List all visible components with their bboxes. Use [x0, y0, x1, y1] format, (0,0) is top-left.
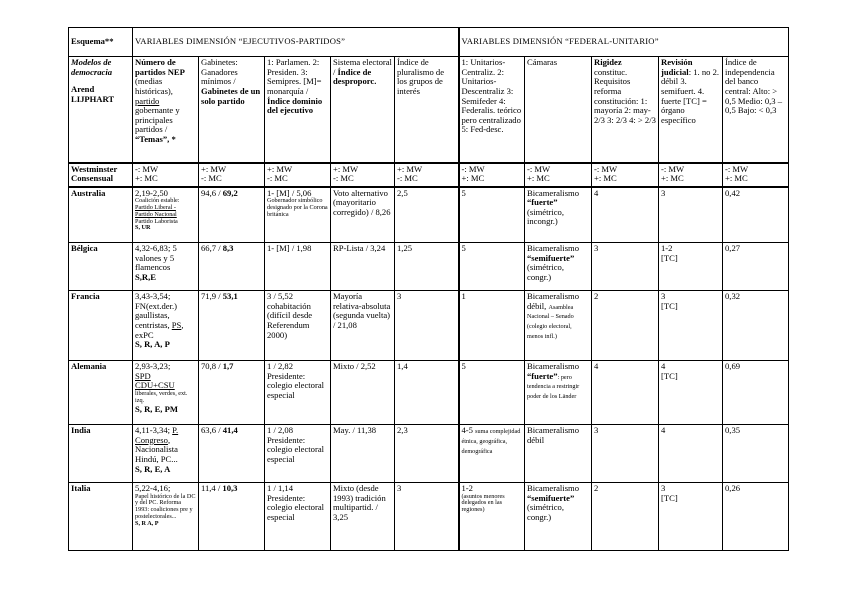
nep-title: Número de partidos NEP — [135, 57, 185, 77]
cam-small: : pero tendencia a restringir poder de los Länder — [527, 373, 580, 401]
el-cell: Mayoría relativa-absoluta (segunda vuelta) / 21,08 — [331, 291, 395, 361]
ej-cell: 1 / 2,08 Presidente: colegio electoral especial — [265, 425, 331, 483]
ej-cell: 3 / 5,52 cohabitación (difícil desde Referendum 2000) — [265, 291, 331, 361]
nep-tags: S, R, E, A — [135, 463, 171, 474]
cam-post: (simétrico, congr.) — [527, 262, 564, 282]
nep-ps: PS — [171, 319, 182, 330]
country-australia: Australia — [69, 187, 133, 243]
el-pre: Sistema electoral / — [333, 57, 392, 77]
nep-rest: gobernante y principales partidos / — [135, 105, 180, 135]
el-cell: Mixto (desde 1993) tradición multipartid. / 3,25 — [331, 483, 395, 551]
cam-post: (simétrico, incongr.) — [527, 206, 564, 227]
nep-party: CDU+CSU — [135, 380, 175, 391]
header-banco-central: Índice de independencia del banco central: Alto: > 0,5 Medio: 0,3 – 0,5 Bajo: < 0,3 — [723, 57, 789, 163]
gab-a: 63,6 / — [201, 425, 223, 435]
ej-main: 1- [M] / 5,06 — [267, 187, 312, 198]
country-francia: Francia — [69, 291, 133, 361]
gab-b: 10,3 — [222, 483, 238, 493]
nep-temas: “Temas”, * — [135, 134, 176, 144]
nep-tags: S,R,E — [135, 271, 157, 282]
ej-bold: Índice dominio del ejecutivo — [267, 95, 323, 116]
cam-pre: Bicameralismo — [527, 361, 580, 371]
rev-cell: 3 [TC] — [659, 291, 723, 361]
gab-b: 41,4 — [222, 425, 238, 435]
nep-tags: S, R, A, P — [135, 339, 170, 350]
banco-cell: 0,35 — [723, 425, 789, 483]
ws-cell: +: MW -: MC — [395, 163, 459, 187]
nep-main: 4,11-3,34; — [135, 425, 171, 435]
table-row — [69, 361, 789, 425]
nep-small: Coalición estable: — [135, 197, 180, 205]
el-bold: Índice de desproporc. — [333, 66, 377, 87]
table-row — [69, 483, 789, 551]
banco-cell: 0,42 — [723, 187, 789, 243]
cam-pre: Bicameralismo — [527, 243, 580, 253]
cam-pre: Bicameralismo — [527, 187, 580, 198]
rev-rest: : 1. no 2. débil 3. semifuert. 4. fuerte [TC] = órgano específico — [661, 66, 720, 125]
cam-q: “fuerte” — [527, 370, 558, 381]
cam-mid: débil, — [527, 300, 547, 311]
country-belgica: Bélgica — [69, 243, 133, 291]
group-ejecutivos-partidos — [133, 28, 459, 57]
fed-cell — [459, 483, 525, 551]
ej-cell: 1 / 2,82 Presidente: colegio electoral especial — [265, 361, 331, 425]
header-rigidez — [592, 57, 659, 163]
header-federalismo: 1: Unitarios-Centraliz. 2: Unitarios-Descentraliz 3: Semifeder 4: Federalis. teórico pero centralizado 5: Fed-desc. — [459, 57, 525, 163]
group-federal-unitario — [459, 28, 789, 57]
nep-cell — [133, 483, 199, 551]
cam-pre: Bicameralismo — [527, 291, 580, 301]
plur-cell: 1,25 — [395, 243, 459, 291]
gab-a: 71,9 / — [201, 291, 223, 301]
gab-a: 70,8 / — [201, 361, 223, 371]
nep-tags: S, R A, P — [135, 519, 159, 527]
header-nep — [133, 57, 199, 163]
banco-cell: 0,69 — [723, 361, 789, 425]
nep-main: 3,43-3,54; FN(ext.der.) gaullistas, centristas, — [135, 291, 178, 330]
gab-cell — [199, 425, 265, 483]
ej-cell — [265, 187, 331, 243]
esquema-cell: Esquema** — [69, 28, 133, 57]
nep-small: Papel histórico de la DC y del PC. Reforma 1993: coaliciones pre y postelectorales... — [135, 492, 196, 521]
gab-b: 53,1 — [222, 291, 238, 301]
cam-cell — [525, 187, 592, 243]
table-row — [69, 291, 789, 361]
nep-main: 5,22-4,16; — [135, 483, 171, 493]
table-row — [69, 425, 789, 483]
ej-small: Gobernador simbólico designado por la Corona británica — [267, 197, 328, 218]
banco-cell: 0,27 — [723, 243, 789, 291]
el-cell: Mixto / 2,52 — [331, 361, 395, 425]
cam-q: “semifuerte” — [527, 252, 575, 263]
rev-cell: 4 [TC] — [659, 361, 723, 425]
plur-cell: 3 — [395, 291, 459, 361]
column-header-row — [69, 57, 789, 163]
gab-b: 69,2 — [222, 187, 238, 198]
nep-cell — [133, 187, 199, 243]
nep-small: liberales, verdes, ext. izq. — [135, 389, 188, 404]
gab-cell — [199, 291, 265, 361]
gab-b: 1,7 — [222, 361, 234, 371]
el-cell: May. / 11,38 — [331, 425, 395, 483]
westminster-row — [69, 163, 789, 187]
banco-cell: 0,26 — [723, 483, 789, 551]
rig-cell: 3 — [592, 425, 659, 483]
model-header — [69, 57, 133, 163]
header-gabinetes — [199, 57, 265, 163]
rig-bold: Rigidez — [594, 57, 622, 67]
ws-cell: -: MW +: MC — [659, 163, 723, 187]
rig-cell: 2 — [592, 291, 659, 361]
header-pluralismo: Índice de pluralismo de los grupos de interés — [395, 57, 459, 163]
nep-main: 4,32-6,83; 5 valones y 5 flamencos — [135, 243, 177, 273]
cam-cell — [525, 291, 592, 361]
plur-cell: 3 — [395, 483, 459, 551]
table-row — [69, 187, 789, 243]
fed-small: (asuntos menores delegados en las regiones) — [461, 492, 505, 514]
fed-cell: 5 — [459, 187, 525, 243]
cam-small: Asamblea Nacional – Senado (colegio electoral, menos infl.) — [527, 303, 574, 341]
nep-cell — [133, 291, 199, 361]
ws-cell: -: MW +: MC — [592, 163, 659, 187]
rev-cell: 4 — [659, 425, 723, 483]
ws-cell: +: MW -: MC — [265, 163, 331, 187]
gab-a: 94,6 / — [201, 187, 223, 198]
nep-after: Nacionalista Hindú, PC... — [135, 444, 178, 464]
gab-cell — [199, 187, 265, 243]
fed-cell: 5 — [459, 243, 525, 291]
gab-cell — [199, 483, 265, 551]
ws-cell: -: MW +: MC — [723, 163, 789, 187]
nep-cell — [133, 243, 199, 291]
fed-cell — [459, 425, 525, 483]
nep-tags: S, UR — [135, 224, 151, 232]
rig-cell: 4 — [592, 361, 659, 425]
nep-small: Partido Laborista — [135, 217, 178, 225]
gab-a: 11,4 / — [201, 483, 223, 493]
banco-cell: 0,32 — [723, 291, 789, 361]
gab-a: 66,7 / — [201, 243, 223, 253]
plur-cell: 2,5 — [395, 187, 459, 243]
nep-party: P. — [172, 425, 179, 435]
ws-cell: -: MW +: MC — [459, 163, 525, 187]
westminster-label: Westminster Consensual — [69, 163, 133, 187]
nep-und: partido — [135, 95, 160, 106]
cam-cell — [525, 243, 592, 291]
rig-rest: constituc. Requisitos reforma constitución: 1: mayoría 2: may-2/3 3: 2/3 4: > 2/3 — [594, 66, 656, 125]
plur-cell: 2,3 — [395, 425, 459, 483]
nep-cell: 4,11-3,34; P. Congreso, Nacionalista Hindú, PC... S, R, E, A — [133, 425, 199, 483]
ej-pre: 1: Parlamen. 2: Presiden. 3: Semipres. [M]= monarquía / — [267, 57, 322, 96]
group1-label: VARIABLES DIMENSIÓN “EJECUTIVOS-PARTIDOS” — [135, 36, 346, 47]
nep-main: 2,19-2,50 — [135, 187, 168, 198]
rev-cell: 3 — [659, 187, 723, 243]
header-electoral — [331, 57, 395, 163]
ws-cell: +: MW -: MC — [331, 163, 395, 187]
group2-label: VARIABLES DIMENSIÓN “FEDERAL-UNITARIO” — [461, 36, 659, 47]
nep-sub: (medias históricas), — [135, 76, 173, 96]
nep-tags: S, R, E, PM — [135, 403, 178, 414]
nep-small: Partido Liberal - — [135, 203, 176, 211]
modelos-label: Modelos de democracia — [71, 57, 113, 77]
country-italia: Italia — [69, 483, 133, 551]
author-label: Arend LIJPHART — [71, 84, 115, 104]
fed-cell: 1 — [459, 291, 525, 361]
cam-cell — [525, 483, 592, 551]
nep-main: 2,93-3,23; — [135, 361, 171, 371]
table-row — [69, 243, 789, 291]
rev-bold: Revisión judicial — [661, 57, 693, 77]
rig-cell: 2 — [592, 483, 659, 551]
fed-value: 4-5 — [461, 425, 473, 435]
fed-value: 1-2 — [461, 483, 473, 493]
rig-cell: 4 — [592, 187, 659, 243]
cam-post: (simétrico, congr.) — [527, 502, 564, 522]
cam-q: “fuerte” — [527, 197, 558, 208]
cam-q: “semifuerte” — [527, 492, 575, 503]
nep-party: Congreso — [135, 434, 168, 445]
el-cell: RP-Lista / 3,24 — [331, 243, 395, 291]
nep-party: SPD — [135, 370, 151, 381]
cam-cell — [525, 361, 592, 425]
gab-cell — [199, 361, 265, 425]
gab-pre: Gabinetes: Ganadores mínimos / — [201, 57, 238, 87]
cam-cell: Bicameralismo débil — [525, 425, 592, 483]
nep-after: , exPC — [135, 319, 184, 340]
cam-pre: Bicameralismo — [527, 483, 580, 493]
group-header-row — [69, 28, 789, 57]
gab-b: 8,3 — [222, 243, 234, 253]
el-cell: Voto alternativo (mayoritario corregido) / 8,26 — [331, 187, 395, 243]
header-ejecutivo — [265, 57, 331, 163]
header-camaras: Cámaras — [525, 57, 592, 163]
nep-small: Partido Nacional — [135, 210, 177, 218]
ws-cell: +: MW -: MC — [199, 163, 265, 187]
ej-cell: 1 / 1,14 Presidente: colegio electoral especial — [265, 483, 331, 551]
rev-cell: 1-2 [TC] — [659, 243, 723, 291]
gab-cell — [199, 243, 265, 291]
rig-cell: 3 — [592, 243, 659, 291]
ws-cell: -: MW +: MC — [525, 163, 592, 187]
country-alemania: Alemania — [69, 361, 133, 425]
fed-cell: 5 — [459, 361, 525, 425]
ej-cell: 1- [M] / 1,98 — [265, 243, 331, 291]
header-revision — [659, 57, 723, 163]
country-india: India — [69, 425, 133, 483]
ws-cell: -: MW +: MC — [133, 163, 199, 187]
nep-cell — [133, 361, 199, 425]
gab-bold: Gabinetes de un solo partido — [201, 85, 261, 106]
lijphart-table — [68, 27, 789, 551]
plur-cell: 1,4 — [395, 361, 459, 425]
rev-cell: 3 [TC] — [659, 483, 723, 551]
fed-small: suma complejidad étnica, geográfica, demográfica — [461, 428, 521, 455]
